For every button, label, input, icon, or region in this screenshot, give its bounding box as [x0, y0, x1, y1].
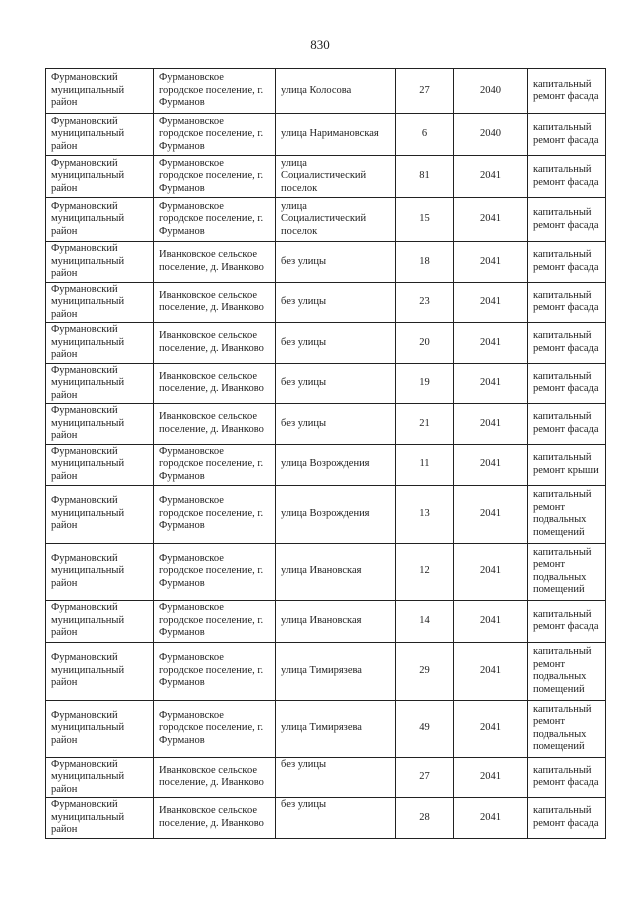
year-cell: 2040 — [454, 69, 528, 114]
settlement-cell: Иванковское сельское поселение, д. Иванково — [154, 798, 276, 839]
settlement-cell: Фурмановское городское поселение, г. Фурманов — [154, 642, 276, 700]
district-cell: Фурмановский муниципальный район — [46, 485, 154, 543]
year-cell: 2041 — [454, 282, 528, 323]
street-cell: без улицы — [276, 242, 396, 283]
street-cell: без улицы — [276, 757, 396, 798]
work-type-cell: капитальный ремонт фасада — [528, 757, 606, 798]
settlement-cell: Фурмановское городское поселение, г. Фурманов — [154, 156, 276, 198]
house-number-cell: 28 — [396, 798, 454, 839]
year-cell: 2041 — [454, 404, 528, 445]
street-cell: улица Ивановская — [276, 543, 396, 600]
district-cell: Фурмановский муниципальный район — [46, 798, 154, 839]
house-number-cell: 27 — [396, 757, 454, 798]
district-cell: Фурмановский муниципальный район — [46, 642, 154, 700]
house-number-cell: 14 — [396, 600, 454, 642]
street-cell: без улицы — [276, 798, 396, 839]
settlement-cell: Иванковское сельское поселение, д. Иванково — [154, 242, 276, 283]
settlement-cell: Фурмановское городское поселение, г. Фурманов — [154, 485, 276, 543]
house-number-cell: 27 — [396, 69, 454, 114]
work-type-cell: капитальный ремонт фасада — [528, 242, 606, 283]
year-cell: 2041 — [454, 323, 528, 364]
house-number-cell: 11 — [396, 444, 454, 485]
year-cell: 2041 — [454, 485, 528, 543]
street-cell: улица Социалистический поселок — [276, 156, 396, 198]
year-cell: 2041 — [454, 198, 528, 242]
house-number-cell: 18 — [396, 242, 454, 283]
settlement-cell: Иванковское сельское поселение, д. Иванково — [154, 757, 276, 798]
year-cell: 2041 — [454, 757, 528, 798]
settlement-cell: Фурмановское городское поселение, г. Фурманов — [154, 69, 276, 114]
settlement-cell: Фурмановское городское поселение, г. Фурманов — [154, 600, 276, 642]
work-type-cell: капитальный ремонт фасада — [528, 69, 606, 114]
district-cell: Фурмановский муниципальный район — [46, 543, 154, 600]
street-cell: улица Возрождения — [276, 444, 396, 485]
table-row — [46, 114, 606, 156]
work-type-cell: капитальный ремонт крыши — [528, 444, 606, 485]
year-cell: 2041 — [454, 543, 528, 600]
street-cell: улица Колосова — [276, 69, 396, 114]
street-cell: улица Тимирязева — [276, 700, 396, 757]
district-cell: Фурмановский муниципальный район — [46, 404, 154, 445]
table-row — [46, 798, 606, 839]
district-cell: Фурмановский муниципальный район — [46, 757, 154, 798]
table-row — [46, 642, 606, 700]
work-type-cell: капитальный ремонт фасада — [528, 363, 606, 404]
district-cell: Фурмановский муниципальный район — [46, 156, 154, 198]
table-row — [46, 198, 606, 242]
work-type-cell: капитальный ремонт подвальных помещений — [528, 543, 606, 600]
work-type-cell: капитальный ремонт фасада — [528, 798, 606, 839]
table-row — [46, 444, 606, 485]
year-cell: 2041 — [454, 700, 528, 757]
table-row — [46, 404, 606, 445]
table-row — [46, 700, 606, 757]
house-number-cell: 23 — [396, 282, 454, 323]
year-cell: 2041 — [454, 444, 528, 485]
house-number-cell: 20 — [396, 323, 454, 364]
settlement-cell: Иванковское сельское поселение, д. Иванково — [154, 282, 276, 323]
district-cell: Фурмановский муниципальный район — [46, 700, 154, 757]
street-cell: без улицы — [276, 282, 396, 323]
year-cell: 2041 — [454, 156, 528, 198]
year-cell: 2041 — [454, 363, 528, 404]
year-cell: 2041 — [454, 642, 528, 700]
settlement-cell: Фурмановское городское поселение, г. Фурманов — [154, 198, 276, 242]
table-row — [46, 282, 606, 323]
table-row — [46, 543, 606, 600]
work-type-cell: капитальный ремонт фасада — [528, 156, 606, 198]
settlement-cell: Фурмановское городское поселение, г. Фурманов — [154, 700, 276, 757]
work-type-cell: капитальный ремонт подвальных помещений — [528, 485, 606, 543]
house-number-cell: 29 — [396, 642, 454, 700]
table-row — [46, 69, 606, 114]
district-cell: Фурмановский муниципальный район — [46, 114, 154, 156]
table-row — [46, 757, 606, 798]
table-row — [46, 363, 606, 404]
work-type-cell: капитальный ремонт фасада — [528, 114, 606, 156]
district-cell: Фурмановский муниципальный район — [46, 444, 154, 485]
settlement-cell: Фурмановское городское поселение, г. Фурманов — [154, 114, 276, 156]
street-cell: улица Тимирязева — [276, 642, 396, 700]
work-type-cell: капитальный ремонт подвальных помещений — [528, 700, 606, 757]
street-cell: улица Возрождения — [276, 485, 396, 543]
house-number-cell: 6 — [396, 114, 454, 156]
settlement-cell: Иванковское сельское поселение, д. Иванково — [154, 363, 276, 404]
work-type-cell: капитальный ремонт фасада — [528, 282, 606, 323]
work-type-cell: капитальный ремонт фасада — [528, 323, 606, 364]
table-row — [46, 485, 606, 543]
district-cell: Фурмановский муниципальный район — [46, 363, 154, 404]
settlement-cell: Фурмановское городское поселение, г. Фурманов — [154, 543, 276, 600]
page-number: 830 — [310, 37, 330, 52]
year-cell: 2041 — [454, 600, 528, 642]
settlement-cell: Иванковское сельское поселение, д. Иванково — [154, 404, 276, 445]
house-number-cell: 19 — [396, 363, 454, 404]
year-cell: 2041 — [454, 242, 528, 283]
work-type-cell: капитальный ремонт фасада — [528, 198, 606, 242]
street-cell: улица Наримановская — [276, 114, 396, 156]
year-cell: 2041 — [454, 798, 528, 839]
settlement-cell: Фурмановское городское поселение, г. Фурманов — [154, 444, 276, 485]
house-number-cell: 49 — [396, 700, 454, 757]
work-type-cell: капитальный ремонт фасада — [528, 404, 606, 445]
work-type-cell: капитальный ремонт подвальных помещений — [528, 642, 606, 700]
table-row — [46, 600, 606, 642]
settlement-cell: Иванковское сельское поселение, д. Иванково — [154, 323, 276, 364]
year-cell: 2040 — [454, 114, 528, 156]
repair-schedule-table — [45, 68, 606, 839]
house-number-cell: 13 — [396, 485, 454, 543]
street-cell: улица Ивановская — [276, 600, 396, 642]
district-cell: Фурмановский муниципальный район — [46, 282, 154, 323]
house-number-cell: 21 — [396, 404, 454, 445]
district-cell: Фурмановский муниципальный район — [46, 198, 154, 242]
house-number-cell: 12 — [396, 543, 454, 600]
district-cell: Фурмановский муниципальный район — [46, 242, 154, 283]
table-row — [46, 156, 606, 198]
house-number-cell: 15 — [396, 198, 454, 242]
house-number-cell: 81 — [396, 156, 454, 198]
district-cell: Фурмановский муниципальный район — [46, 600, 154, 642]
table-row — [46, 323, 606, 364]
street-cell: без улицы — [276, 363, 396, 404]
table-row — [46, 242, 606, 283]
street-cell: без улицы — [276, 404, 396, 445]
district-cell: Фурмановский муниципальный район — [46, 69, 154, 114]
street-cell: без улицы — [276, 323, 396, 364]
street-cell: улица Социалистический поселок — [276, 198, 396, 242]
district-cell: Фурмановский муниципальный район — [46, 323, 154, 364]
work-type-cell: капитальный ремонт фасада — [528, 600, 606, 642]
